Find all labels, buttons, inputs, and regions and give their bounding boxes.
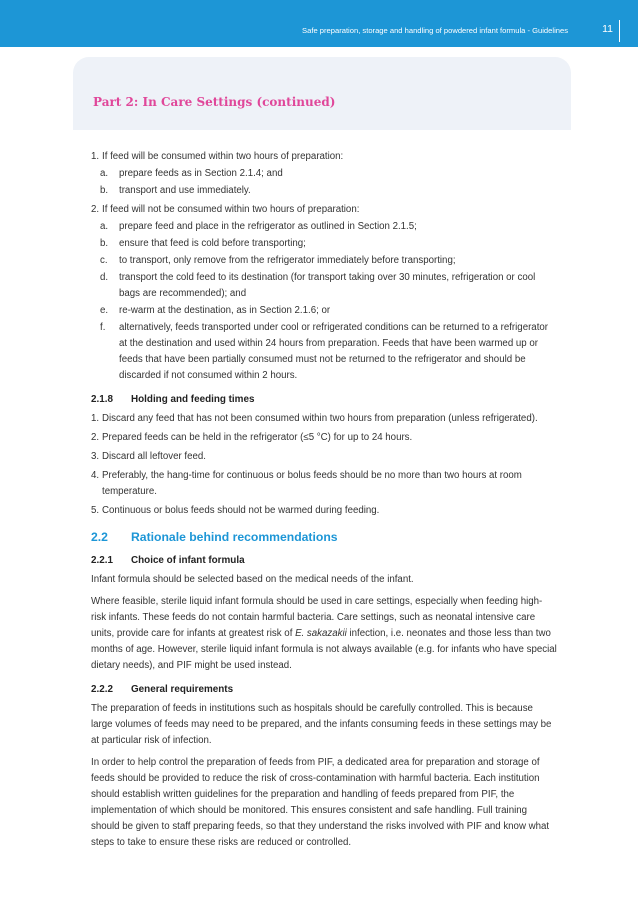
section-heading-2-2-2: 2.2.2 General requirements [91, 684, 234, 695]
section-heading-2-1-8: 2.1.8 Holding and feeding times [91, 394, 255, 405]
sub-list-item: e. re-warm at the destination, as in Section 2.1.6; or [100, 305, 331, 316]
section-heading-2-2-1: 2.2.1 Choice of infant formula [91, 555, 245, 566]
paragraph: Infant formula should be selected based on the medical needs of the infant. [91, 574, 414, 585]
list-item: 4. Preferably, the hang-time for continuous or bolus feeds should be no more than two hours at room temperature. [91, 470, 522, 497]
part-title-panel [73, 57, 571, 130]
list-item: 1. If feed will be consumed within two hours of preparation: [91, 151, 344, 162]
sub-list-item: b. transport and use immediately. [100, 185, 251, 196]
paragraph: In order to help control the preparation of feeds from PIF, a dedicated area for preparation and storage of feeds should be provided to reduce the risk of cross-contamination with harmful bacteria. Each institution should establish written guidelines for the preparation and handling of feeds prepared from PIF, the implementation of which should be monitored. This ensures consistent and safe handling. Full training should be given to staff preparing feeds, so that they understand the risks involved with PIF and know what steps to take to ensure these risks are reduced or controlled. [91, 757, 550, 848]
list-item: 3. Discard all leftover feed. [91, 451, 206, 462]
page-number: 11 [602, 23, 613, 35]
list-item: 2. Prepared feeds can be held in the refrigerator (≤5 °C) for up to 24 hours. [91, 432, 413, 443]
part-title: Part 2: In Care Settings (continued) [93, 95, 336, 109]
paragraph: The preparation of feeds in institutions such as hospitals should be carefully controlled. This is because large volumes of feeds may need to be prepared, and the infants consuming feeds in these settings may be at particular risk of infection. [91, 703, 552, 746]
list-item: 2. If feed will not be consumed within two hours of preparation: [91, 204, 360, 215]
list-item: 1. Discard any feed that has not been consumed within two hours from preparation (unless refrigerated). [91, 413, 538, 424]
sub-list-item: a. prepare feeds as in Section 2.1.4; and [100, 168, 283, 179]
sub-list-item: c. to transport, only remove from the refrigerator immediately before transporting; [100, 255, 456, 266]
list-item: 5. Continuous or bolus feeds should not be warmed during feeding. [91, 505, 380, 516]
paragraph: Where feasible, sterile liquid infant formula should be used in care settings, especially when feeding high-risk infants. These feeds do not contain harmful bacteria. Care settings, such as neonatal intensive care units, provide care for infants at greatest risk of E. sakazakii infection, i.e. neonates and those less than two months of age. However, sterile liquid infant formula is not always available (e.g. for infants who have special dietary needs), and PIF might be used instead. [91, 596, 557, 671]
section-heading-2-2: 2.2 Rationale behind recommendations [91, 530, 338, 544]
page-content [91, 149, 557, 857]
page-number-divider [619, 20, 620, 42]
sub-list-item: a. prepare feed and place in the refrigerator as outlined in Section 2.1.5; [100, 221, 417, 232]
running-title: Safe preparation, storage and handling of powdered infant formula - Guidelines [302, 26, 568, 35]
sub-list-item: b. ensure that feed is cold before transporting; [100, 238, 306, 249]
sub-list-item: f. alternatively, feeds transported under cool or refrigerated conditions can be returned to a refrigerator at the destination and used within 24 hours from preparation. Feeds that have been warmed up or feeds that have been partially consumed must not be returned to the refrigerator and should be discarded if not consumed within 2 hours. [100, 322, 549, 381]
header-bar [0, 0, 638, 47]
sub-list-item: d. transport the cold feed to its destination (for transport taking over 30 minutes, refrigeration or cool bags are recommended); and [100, 272, 536, 299]
